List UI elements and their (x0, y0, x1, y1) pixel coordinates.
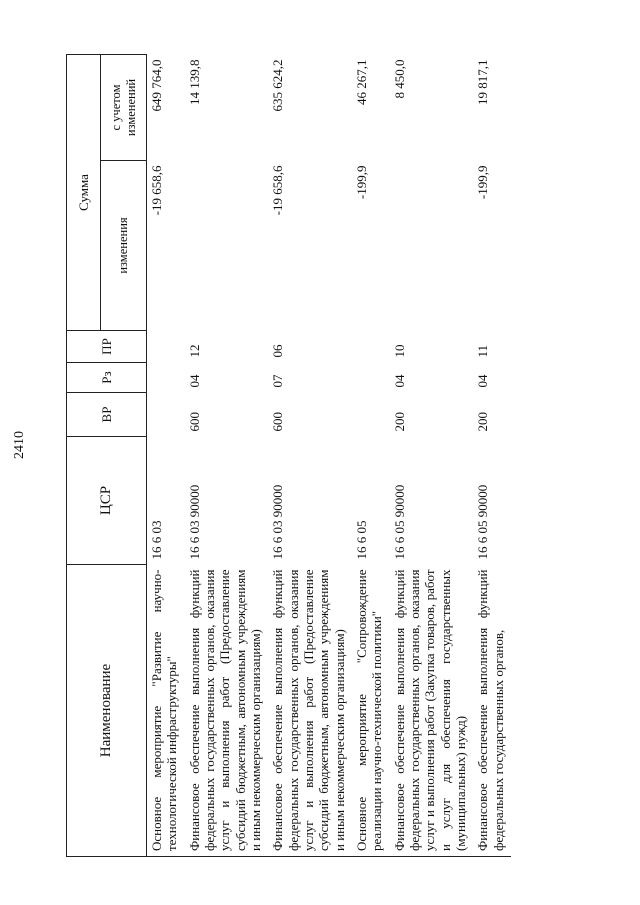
row-total: 635 624,2 (270, 59, 286, 112)
header-vr: ВР (67, 393, 147, 437)
row-csr: 16 6 03 90000 (186, 484, 202, 560)
row-rz: 04 (391, 374, 407, 388)
table-row (352, 55, 390, 857)
row-vr: 600 (186, 412, 202, 432)
row-vr: 600 (270, 412, 286, 432)
row-total: 8 450,0 (391, 59, 407, 99)
row-name: Основное мероприятие "Развитие научно-технологической инфраструктуры" (147, 565, 185, 857)
row-change (390, 161, 474, 331)
row-vr (147, 393, 185, 437)
row-total: 46 267,1 (353, 59, 369, 105)
row-csr: 16 6 05 90000 (475, 484, 491, 560)
row-change: -19 658,6 (149, 165, 164, 216)
row-name: Финансовое обеспечение выполнения функций федеральных государственных органов, оказания услуг и выполнения работ (Предоставление субсидий бюджетным, автономным учреждениям и иным некоммерческим организациям) (268, 565, 352, 857)
row-rz: 04 (186, 374, 202, 388)
row-change: -19 658,6 (270, 165, 286, 216)
row-rz: 07 (270, 374, 286, 388)
table-body (147, 55, 511, 857)
row-pr: 12 (186, 344, 202, 358)
row-csr: 16 6 03 90000 (270, 484, 286, 560)
header-with-changes: с учетом изменений (101, 55, 147, 161)
row-rz (147, 363, 185, 393)
row-csr: 16 6 05 (353, 520, 369, 560)
row-vr (352, 393, 390, 437)
row-change (185, 161, 269, 331)
row-vr: 200 (391, 412, 407, 432)
row-name: Финансовое обеспечение выполнения функций федеральных государственных органов, оказания услуг и выполнения работ (Закупка товаров, работ и услуг для обеспечения государственных (муниципальных) нужд) (390, 565, 474, 857)
row-pr: 11 (475, 344, 491, 358)
header-csr: ЦСР (67, 437, 147, 565)
row-name: Основное мероприятие "Сопровождение реализации научно-технической политики" (352, 565, 390, 857)
header-pr: ПР (67, 331, 147, 363)
row-rz (352, 363, 390, 393)
page-number: 2410 (12, 431, 27, 459)
row-total: 19 817,1 (475, 59, 491, 105)
row-pr: 10 (391, 344, 407, 358)
row-name: Финансовое обеспечение выполнения функций федеральных государственных органов, оказания услуг и выполнения работ (Предоставление субсидий бюджетным, автономным учреждениям и иным некоммерческим организациям) (185, 565, 269, 857)
row-change: -199,9 (353, 165, 369, 200)
table-row (185, 55, 269, 857)
header-rz: Рз (67, 363, 147, 393)
row-csr: 16 6 05 90000 (391, 484, 407, 560)
row-change: -199,9 (475, 165, 491, 200)
table-row (268, 55, 352, 857)
row-rz: 04 (475, 374, 491, 388)
row-pr (147, 331, 185, 363)
row-pr: 06 (270, 344, 286, 358)
header-changes: изменения (101, 161, 147, 331)
row-total: 14 139,8 (186, 59, 202, 105)
header-name: Наименование (67, 565, 147, 857)
table-row (147, 55, 185, 857)
row-name: Финансовое обеспечение выполнения функций федеральных государственных органов, (473, 565, 511, 857)
row-vr: 200 (475, 412, 491, 432)
budget-table (66, 54, 511, 857)
table-row (390, 55, 474, 857)
row-total: 649 764,0 (149, 59, 164, 112)
row-pr (352, 331, 390, 363)
header-amount: Сумма (67, 55, 101, 331)
table-row (473, 55, 511, 857)
row-csr: 16 6 03 (149, 520, 164, 560)
